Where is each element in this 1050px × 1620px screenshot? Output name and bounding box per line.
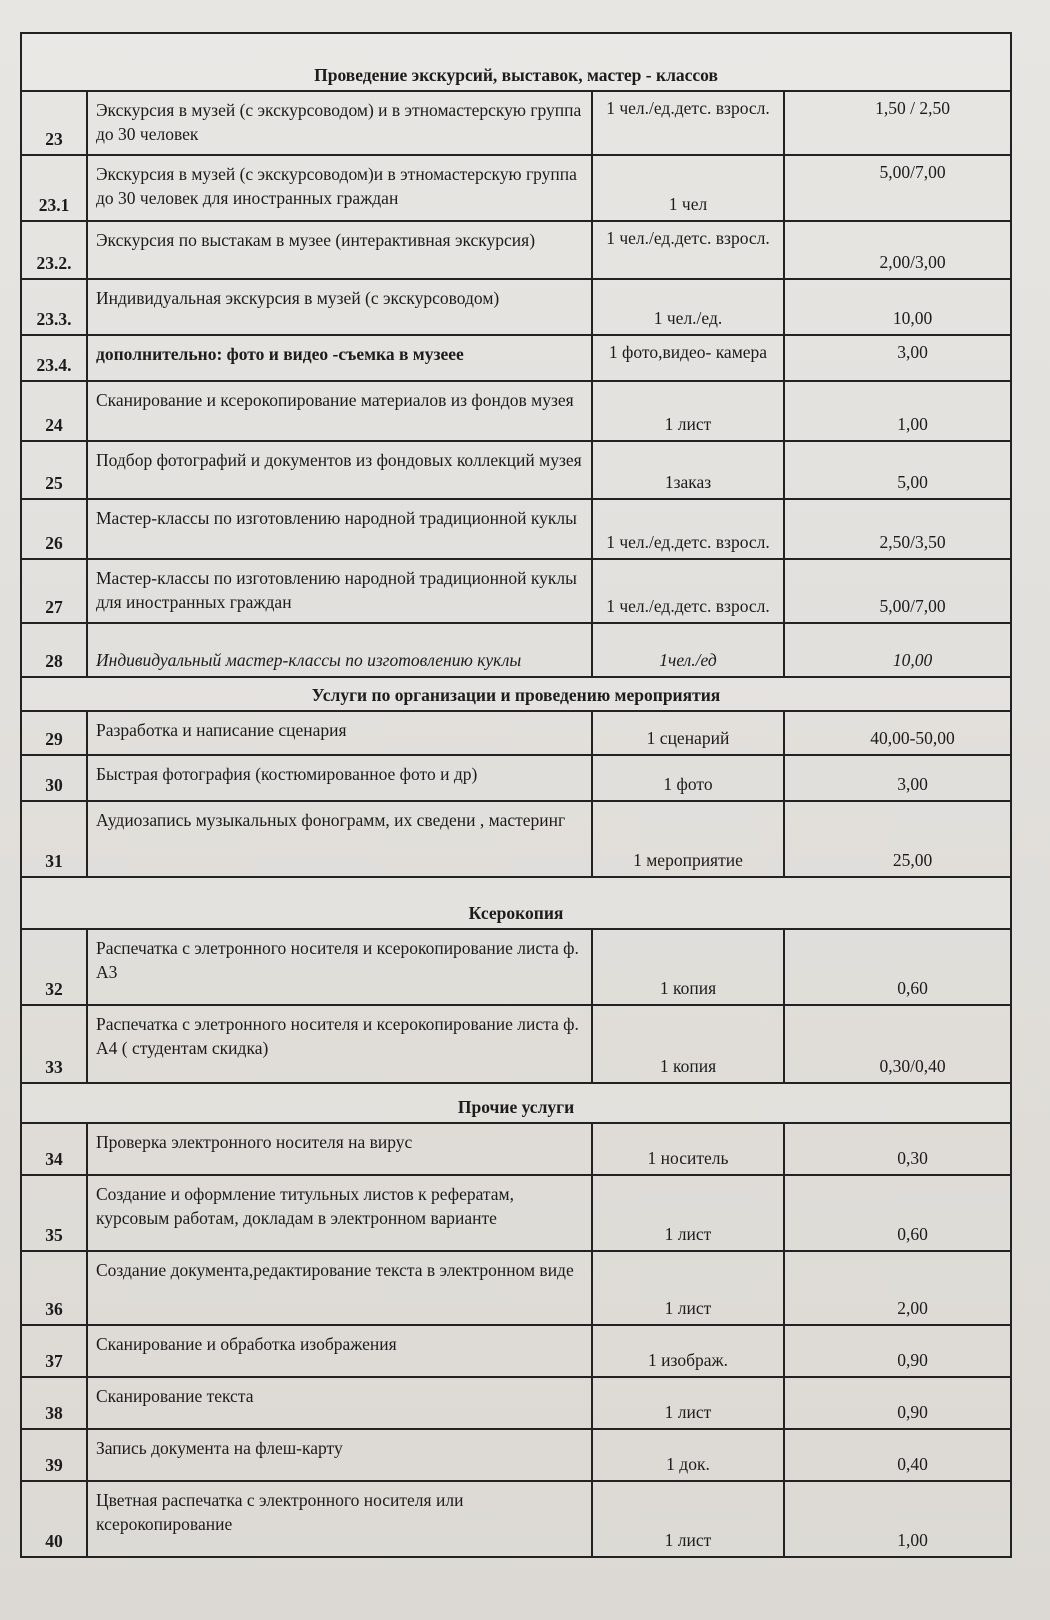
row-number: 29	[21, 711, 87, 755]
price-list-table	[20, 32, 1012, 1558]
row-description: Запись документа на флеш-карту	[87, 1429, 592, 1481]
row-price: 2,00	[784, 1251, 1011, 1325]
row-unit: 1 док.	[592, 1429, 784, 1481]
section-title-events: Услуги по организации и проведению мероприятия	[21, 677, 1011, 711]
row-unit: 1заказ	[592, 441, 784, 499]
section-row	[21, 677, 1011, 711]
table-row	[21, 221, 1011, 279]
row-price: 0,40	[784, 1429, 1011, 1481]
row-unit: 1 чел	[592, 155, 784, 221]
row-unit: 1 носитель	[592, 1123, 784, 1175]
row-number: 33	[21, 1005, 87, 1083]
row-number: 31	[21, 801, 87, 877]
row-price: 1,00	[784, 1481, 1011, 1557]
row-description: Подбор фотографий и документов из фондовых коллекций музея	[87, 441, 592, 499]
row-price: 5,00/7,00	[784, 559, 1011, 623]
row-description: Аудиозапись музыкальных фонограмм, их сведени , мастеринг	[87, 801, 592, 877]
row-price: 0,90	[784, 1377, 1011, 1429]
row-price: 10,00	[784, 623, 1011, 677]
table-row	[21, 755, 1011, 801]
table-row	[21, 1175, 1011, 1251]
row-description: Экскурсия в музей (с экскурсоводом)и в этномастерскую группа до 30 человек для иностранных граждан	[87, 155, 592, 221]
row-number: 23.1	[21, 155, 87, 221]
row-number: 38	[21, 1377, 87, 1429]
row-price: 10,00	[784, 279, 1011, 335]
section-row	[21, 33, 1011, 91]
row-unit: 1 чел./ед.детс. взросл.	[592, 221, 784, 279]
table-row	[21, 1377, 1011, 1429]
row-description: Мастер-классы по изготовлению народной традиционной куклы	[87, 499, 592, 559]
row-number: 23.3.	[21, 279, 87, 335]
row-price: 0,90	[784, 1325, 1011, 1377]
row-number: 35	[21, 1175, 87, 1251]
row-number: 23	[21, 91, 87, 155]
row-description: Экскурсия по выстакам в музее (интерактивная экскурсия)	[87, 221, 592, 279]
row-description: Быстрая фотография (костюмированное фото и др)	[87, 755, 592, 801]
row-number: 28	[21, 623, 87, 677]
table-row	[21, 279, 1011, 335]
row-unit: 1 чел./ед.детс. взросл.	[592, 499, 784, 559]
row-unit: 1 сценарий	[592, 711, 784, 755]
row-description: Сканирование текста	[87, 1377, 592, 1429]
row-unit: 1 чел./ед.детс. взросл.	[592, 559, 784, 623]
row-unit: 1чел./ед	[592, 623, 784, 677]
row-price: 25,00	[784, 801, 1011, 877]
row-description: Проверка электронного носителя на вирус	[87, 1123, 592, 1175]
row-description: Сканирование и ксерокопирование материалов из фондов музея	[87, 381, 592, 441]
table-row	[21, 1325, 1011, 1377]
row-description: Сканирование и обработка изображения	[87, 1325, 592, 1377]
row-number: 36	[21, 1251, 87, 1325]
row-number: 25	[21, 441, 87, 499]
table-row	[21, 499, 1011, 559]
row-price: 3,00	[784, 755, 1011, 801]
table-row	[21, 711, 1011, 755]
row-unit: 1 лист	[592, 381, 784, 441]
row-description: Распечатка с элетронного носителя и ксерокопирование листа ф. А4 ( студентам скидка)	[87, 1005, 592, 1083]
row-number: 26	[21, 499, 87, 559]
row-price: 40,00-50,00	[784, 711, 1011, 755]
section-row	[21, 1083, 1011, 1123]
table-row	[21, 441, 1011, 499]
table-row	[21, 91, 1011, 155]
row-unit: 1 копия	[592, 929, 784, 1005]
row-number: 24	[21, 381, 87, 441]
section-title-excursions: Проведение экскурсий, выставок, мастер - классов	[21, 33, 1011, 91]
table-row	[21, 929, 1011, 1005]
row-number: 39	[21, 1429, 87, 1481]
row-description: Мастер-классы по изготовлению народной традиционной куклы для иностранных граждан	[87, 559, 592, 623]
row-number: 27	[21, 559, 87, 623]
table-row	[21, 1481, 1011, 1557]
table-row	[21, 801, 1011, 877]
row-unit: 1 лист	[592, 1251, 784, 1325]
row-price: 0,60	[784, 929, 1011, 1005]
row-price: 0,30/0,40	[784, 1005, 1011, 1083]
row-price: 1,50 / 2,50	[784, 91, 1011, 155]
row-number: 34	[21, 1123, 87, 1175]
table-row	[21, 155, 1011, 221]
table-row	[21, 1429, 1011, 1481]
row-price: 5,00	[784, 441, 1011, 499]
row-price: 2,00/3,00	[784, 221, 1011, 279]
table-row	[21, 1005, 1011, 1083]
table-row	[21, 623, 1011, 677]
row-unit: 1 изображ.	[592, 1325, 784, 1377]
row-description: Создание и оформление титульных листов к рефератам, курсовым работам, докладам в электронном варианте	[87, 1175, 592, 1251]
table-row	[21, 559, 1011, 623]
table-row	[21, 335, 1011, 381]
row-price: 3,00	[784, 335, 1011, 381]
row-description: Индивидуальный мастер-классы по изготовлению куклы	[87, 623, 592, 677]
row-unit: 1 копия	[592, 1005, 784, 1083]
row-description: Разработка и написание сценария	[87, 711, 592, 755]
row-number: 30	[21, 755, 87, 801]
row-price: 1,00	[784, 381, 1011, 441]
row-unit: 1 фото	[592, 755, 784, 801]
row-price: 2,50/3,50	[784, 499, 1011, 559]
row-description: Создание документа,редактирование текста в электронном виде	[87, 1251, 592, 1325]
row-unit: 1 лист	[592, 1175, 784, 1251]
row-unit: 1 фото,видео- камера	[592, 335, 784, 381]
row-unit: 1 мероприятие	[592, 801, 784, 877]
row-unit: 1 чел./ед.детс. взросл.	[592, 91, 784, 155]
row-number: 32	[21, 929, 87, 1005]
row-unit: 1 чел./ед.	[592, 279, 784, 335]
row-number: 23.4.	[21, 335, 87, 381]
row-number: 40	[21, 1481, 87, 1557]
section-title-xerox: Ксерокопия	[21, 877, 1011, 929]
row-number: 37	[21, 1325, 87, 1377]
table-row	[21, 1123, 1011, 1175]
row-price: 0,60	[784, 1175, 1011, 1251]
row-unit: 1 лист	[592, 1481, 784, 1557]
row-description: Индивидуальная экскурсия в музей (с экскурсоводом)	[87, 279, 592, 335]
row-unit: 1 лист	[592, 1377, 784, 1429]
section-title-other: Прочие услуги	[21, 1083, 1011, 1123]
section-row	[21, 877, 1011, 929]
row-description: Экскурсия в музей (с экскурсоводом) и в этномастерскую группа до 30 человек	[87, 91, 592, 155]
row-description: дополнительно: фото и видео -съемка в музеее	[87, 335, 592, 381]
row-number: 23.2.	[21, 221, 87, 279]
row-price: 5,00/7,00	[784, 155, 1011, 221]
row-price: 0,30	[784, 1123, 1011, 1175]
table-row	[21, 1251, 1011, 1325]
row-description: Цветная распечатка с электронного носителя или ксерокопирование	[87, 1481, 592, 1557]
table-row	[21, 381, 1011, 441]
row-description: Распечатка с элетронного носителя и ксерокопирование листа ф. А3	[87, 929, 592, 1005]
